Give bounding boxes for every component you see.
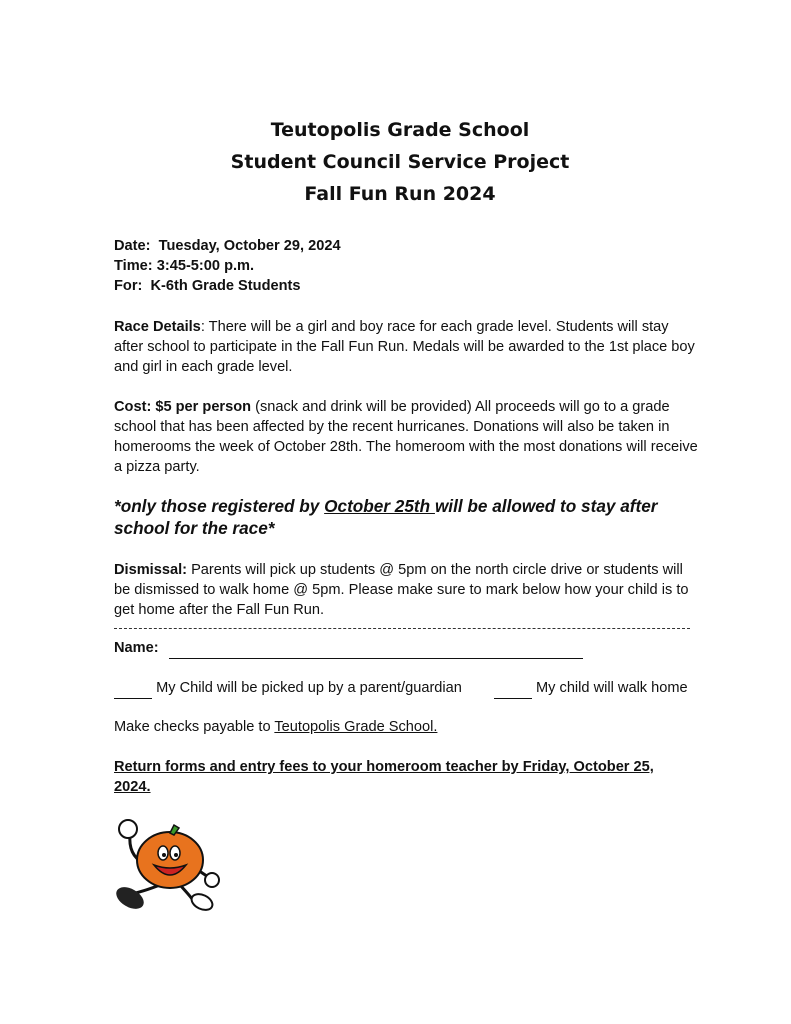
date-line: Date: Tuesday, October 29, 2024 [114,238,341,254]
school-name: Teutopolis Grade School [270,119,530,141]
return-instructions: Return forms and entry fees to your homeroom teacher by Friday, October 25, 2024. [114,759,654,795]
cost-details: Cost: $5 per person (snack and drink will be provided) All proceeds will go to a grade school that has been affected by the recent hurricanes. Donations will also be taken in homerooms the week of October 28th. The homeroom with the most donations will receive a pizza party. [114,399,698,475]
checks-payable: Make checks payable to Teutopolis Grade School. [114,719,438,735]
walk-option: My child will walk home [536,680,688,696]
pickup-blank[interactable] [114,678,152,699]
event-info [114,236,699,296]
time-line: Time: 3:45-5:00 p.m. [114,258,255,274]
registration-notice: *only those registered by October 25th will be allowed to stay after school for the race* [114,496,658,538]
event-title: Fall Fun Run 2024 [304,183,496,205]
name-field[interactable]: Name: [114,638,699,659]
project-title: Student Council Service Project [230,151,570,173]
pickup-option: My Child will be picked up by a parent/guardian [156,680,462,696]
for-line: For: K-6th Grade Students [114,278,301,294]
dismissal-details: Dismissal: Parents will pick up students @ 5pm on the north circle drive or students will be dismissed to walk home @ 5pm. Please make sure to mark below how your child is to get home after the Fall Fun Run. [114,562,689,618]
cut-line [114,628,690,629]
name-blank[interactable] [169,638,583,659]
transport-options [114,678,714,699]
running-pumpkin-icon [110,813,225,918]
race-details: Race Details: There will be a girl and boy race for each grade level. Students will stay after school to participate in the Fall Fun Run. Medals will be awarded to the 1st place boy and girl in each grade level. [114,319,695,375]
walk-blank[interactable] [494,678,532,699]
